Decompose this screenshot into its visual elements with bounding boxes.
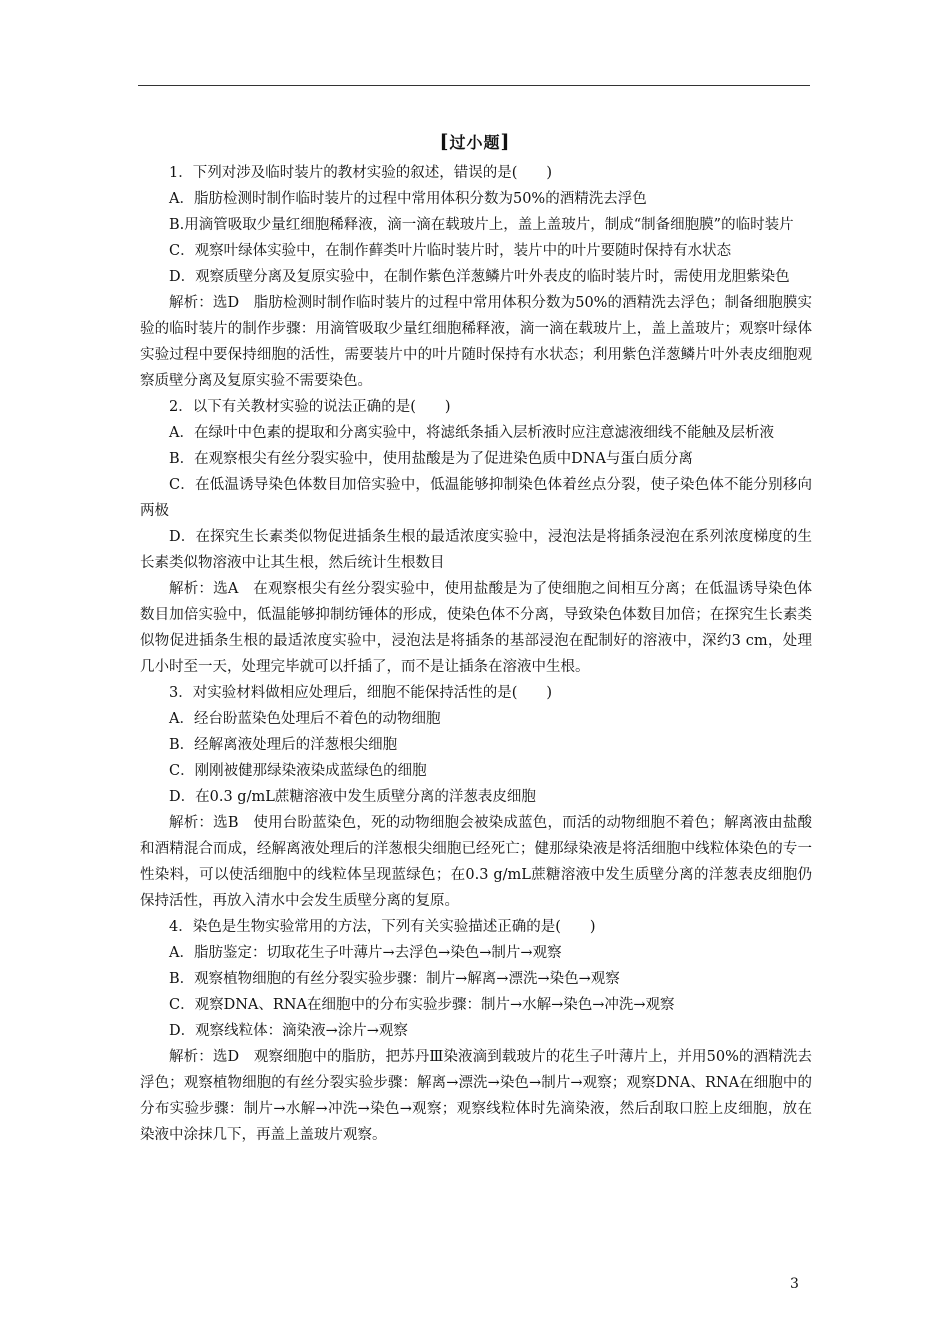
q2-analysis: 解析：选A 在观察根尖有丝分裂实验中，使用盐酸是为了使细胞之间相互分离；在低温诱导染色体数目加倍实验中，低温能够抑制纺锤体的形成，使染色体不分离，导致染色体数目加倍；在探究生长素类似物促进插条生根的最适浓度实验中，浸泡法是将插条的基部浸泡在配制好的溶液中，深约3 cm，处理几小时至一天，处理完毕就可以扦插了，而不是让插条在溶液中生根。 bbox=[140, 581, 812, 675]
q4-option-c: C．观察DNA、RNA在细胞中的分布实验步骤：制片→水解→染色→冲洗→观察 bbox=[169, 997, 675, 1013]
q4-stem: 4．染色是生物实验常用的方法，下列有关实验描述正确的是( ) bbox=[169, 919, 596, 935]
document-body bbox=[140, 160, 812, 1148]
q4-option-a: A．脂肪鉴定：切取花生子叶薄片→去浮色→染色→制片→观察 bbox=[169, 945, 562, 961]
q1-stem: 1．下列对涉及临时装片的教材实验的叙述，错误的是( ) bbox=[169, 165, 553, 181]
section-title-text: 过小题 bbox=[449, 133, 501, 152]
q3-analysis: 解析：选B 使用台盼蓝染色，死的动物细胞会被染成蓝色，而活的动物细胞不着色；解离液由盐酸和酒精混合而成，经解离液处理后的洋葱根尖细胞已经死亡；健那绿染液是将活细胞中线粒体染色的专一性染料，可以使活细胞中的线粒体呈现蓝绿色；在0.3 g/mL蔗糖溶液中发生质壁分离的洋葱表皮细胞仍保持活性，再放入清水中会发生质壁分离的复原。 bbox=[140, 815, 812, 909]
q4-analysis: 解析：选D 观察细胞中的脂肪，把苏丹Ⅲ染液滴到载玻片的花生子叶薄片上，并用50%的酒精洗去浮色；观察植物细胞的有丝分裂实验步骤：解离→漂洗→染色→制片→观察；观察DNA、RNA在细胞中的分布实验步骤：制片→水解→冲洗→染色→观察；观察线粒体时先滴染液，然后刮取口腔上皮细胞，放在染液中涂抹几下，再盖上盖玻片观察。 bbox=[140, 1049, 812, 1143]
right-bracket: ] bbox=[500, 131, 511, 153]
left-bracket: [ bbox=[439, 131, 450, 153]
q2-option-b: B．在观察根尖有丝分裂实验中，使用盐酸是为了促进染色质中DNA与蛋白质分离 bbox=[169, 451, 693, 467]
section-title bbox=[0, 130, 950, 153]
q2-option-c: C．在低温诱导染色体数目加倍实验中，低温能够抑制染色体着丝点分裂，使子染色体不能分别移向两极 bbox=[140, 477, 812, 519]
q3-option-a: A．经台盼蓝染色处理后不着色的动物细胞 bbox=[169, 711, 441, 727]
q3-stem: 3．对实验材料做相应处理后，细胞不能保持活性的是( ) bbox=[169, 685, 553, 701]
q1-option-c: C．观察叶绿体实验中，在制作藓类叶片临时装片时，装片中的叶片要随时保持有水状态 bbox=[169, 243, 732, 259]
q3-option-d: D．在0.3 g/mL蔗糖溶液中发生质壁分离的洋葱表皮细胞 bbox=[169, 789, 536, 805]
q3-option-c: C．刚刚被健那绿染液染成蓝绿色的细胞 bbox=[169, 763, 427, 779]
q2-stem: 2．以下有关教材实验的说法正确的是( ) bbox=[169, 399, 451, 415]
q4-option-b: B．观察植物细胞的有丝分裂实验步骤：制片→解离→漂洗→染色→观察 bbox=[169, 971, 620, 987]
q2-option-d: D．在探究生长素类似物促进插条生根的最适浓度实验中，浸泡法是将插条浸泡在系列浓度梯度的生长素类似物溶液中让其生根，然后统计生根数目 bbox=[140, 529, 812, 571]
q1-option-a: A．脂肪检测时制作临时装片的过程中常用体积分数为50%的酒精洗去浮色 bbox=[169, 191, 647, 207]
header-rule bbox=[138, 85, 810, 86]
page-number: 3 bbox=[790, 1276, 799, 1292]
q3-option-b: B．经解离液处理后的洋葱根尖细胞 bbox=[169, 737, 398, 753]
q1-option-b: B.用滴管吸取少量红细胞稀释液，滴一滴在载玻片上，盖上盖玻片，制成“制备细胞膜”的临时装片 bbox=[169, 217, 794, 233]
q2-option-a: A．在绿叶中色素的提取和分离实验中，将滤纸条插入层析液时应注意滤液细线不能触及层析液 bbox=[169, 425, 774, 441]
q4-option-d: D．观察线粒体：滴染液→涂片→观察 bbox=[169, 1023, 408, 1039]
q1-option-d: D．观察质壁分离及复原实验中，在制作紫色洋葱鳞片叶外表皮的临时装片时，需使用龙胆紫染色 bbox=[169, 269, 790, 285]
q1-analysis: 解析：选D 脂肪检测时制作临时装片的过程中常用体积分数为50%的酒精洗去浮色；制备细胞膜实验的临时装片的制作步骤：用滴管吸取少量红细胞稀释液，滴一滴在载玻片上，盖上盖玻片；观察叶绿体实验过程中要保持细胞的活性，需要装片中的叶片随时保持有水状态；利用紫色洋葱鳞片叶外表皮细胞观察质壁分离及复原实验不需要染色。 bbox=[140, 295, 812, 389]
